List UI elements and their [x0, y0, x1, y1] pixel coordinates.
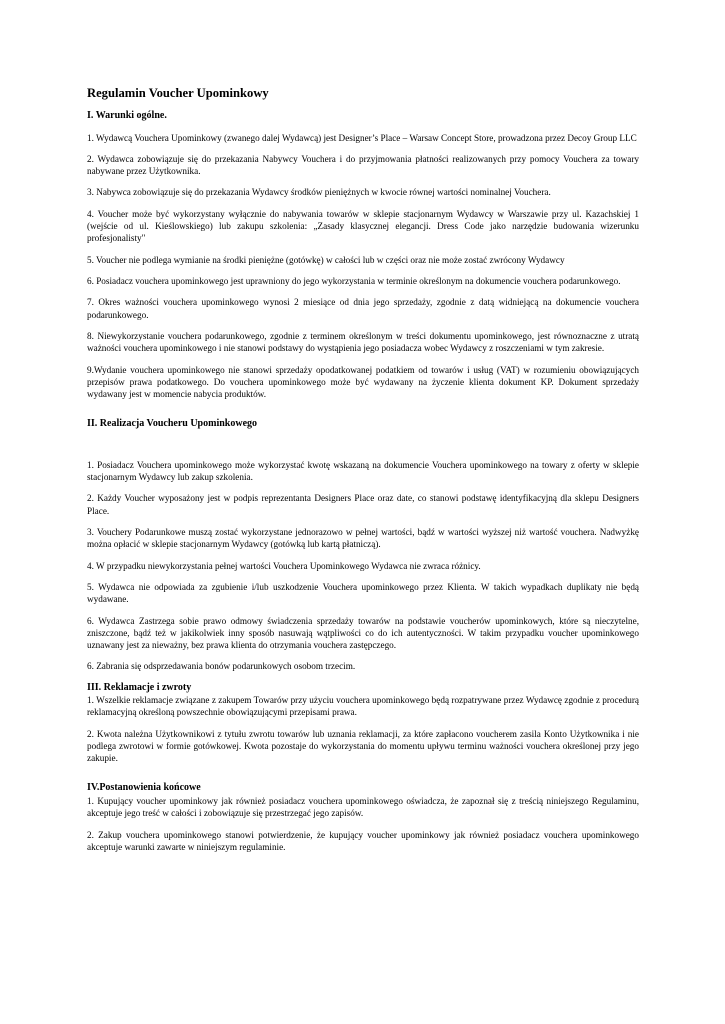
paragraph-2-4: 4. W przypadku niewykorzystania pełnej wartości Vouchera Upominkowego Wydawca nie zwraca różnicy.: [87, 560, 481, 571]
paragraph-1-1: 1. Wydawcą Vouchera Upominkowy (zwanego dalej Wydawcą) jest Designer’s Place – Warsaw Concept Store, prowadzona przez Decoy Group LLC: [87, 132, 637, 143]
paragraph-1-2: 2. Wydawca zobowiązuje się do przekazania Nabywcy Vouchera i do przyjmowania płatności realizowanych przy pomocy Vouchera za towary nabywane przez Użytkownika.: [87, 153, 639, 177]
paragraph-2-3: 3. Vouchery Podarunkowe muszą zostać wykorzystane jednorazowo w pełnej wartości, bądź w wartości wyższej niż wartość vouchera. Nadwyżkę można opłacić w sklepie stacjonarnym Wydawcy (gotówką lub kartą płatniczą).: [87, 526, 639, 550]
paragraph-2-1: 1. Posiadacz Vouchera upominkowego może wykorzystać kwotę wskazaną na dokumencie Vouchera upominkowego na towary z oferty w sklepie stacjonarnym Wydawcy lub zakup szkolenia.: [87, 459, 639, 482]
paragraph-4-1: 1. Kupujący voucher upominkowy jak również posiadacz vouchera upominkowego oświadcza, że zapoznał się z treścią niniejszego Regulaminu, akceptuje jego treść w całości i zobowiązuje się przestrzegać jego zapisów.: [87, 795, 639, 819]
section-heading-general: I. Warunki ogólne.: [87, 110, 167, 121]
paragraph-1-7: 7. Okres ważności vouchera upominkowego wynosi 2 miesiące od dnia jego sprzedaży, zgodnie z datą widniejącą na dokumencie vouchera podarunkowego.: [87, 297, 639, 320]
paragraph-3-2: 2. Kwota należna Użytkownikowi z tytułu zwrotu towarów lub uznania reklamacji, za które zapłacono voucherem zasila Konto Użytkownika i nie podlega zwrotowi w formie gotówkowej. Kwota pozostaje do wykorzystania do momentu upływu terminu ważności vouchera określonej przy jego zakupie.: [87, 728, 639, 764]
paragraph-2-2: 2. Każdy Voucher wyposażony jest w podpis reprezentanta Designers Place oraz date, co stanowi podstawę identyfikacyjną dla sklepu Designers Place.: [87, 493, 639, 516]
paragraph-2-6: 6. Wydawca Zastrzega sobie prawo odmowy świadczenia sprzedaży towarów na podstawie voucherów upominkowych, które są nieczytelne, zniszczone, bądź też w jakikolwiek inny sposób nasuwają wątpliwości co do ich autentyczności. W takim przypadku voucher upominkowego uznawany jest za nieważny, bez prawa klienta do otrzymania vouchera zastępczego.: [87, 615, 639, 650]
paragraph-4-2: 2. Zakup vouchera upominkowego stanowi potwierdzenie, że kupujący voucher upominkowy jak również posiadacz vouchera upominkowego akceptuje warunki zawarte w niniejszym regulaminie.: [87, 829, 639, 852]
paragraph-1-6: 6. Posiadacz vouchera upominkowego jest uprawniony do jego wykorzystania w terminie określonym na dokumencie vouchera podarunkowego.: [87, 276, 621, 287]
paragraph-1-4: 4. Voucher może być wykorzystany wyłącznie do nabywania towarów w sklepie stacjonarnym Wydawcy w Warszawie przy ul. Kazachskiej 1 (wejście od ul. Kieślowskiego) lub zakupu szkolenia: „Zasady klasycznej elegancji. Dress Code jako narzędzie budowania wizerunku profesjonalisty": [87, 208, 639, 244]
section-heading-complaints: III. Reklamacje i zwroty: [87, 681, 192, 693]
document-page: [87, 86, 639, 853]
paragraph-2-7: 6. Zabrania się odsprzedawania bonów podarunkowych osobom trzecim.: [87, 661, 356, 672]
paragraph-1-5: 5. Voucher nie podlega wymianie na środki pieniężne (gotówkę) w całości lub w części oraz nie może zostać zwrócony Wydawcy: [87, 254, 565, 265]
paragraph-1-3: 3. Nabywca zobowiązuje się do przekazania Wydawcy środków pieniężnych w kwocie równej wartości nominalnej Vouchera.: [87, 187, 551, 198]
paragraph-1-8: 8. Niewykorzystanie vouchera podarunkowego, zgodnie z terminem określonym w treści dokumentu upominkowego, jest równoznaczne z utratą ważności vouchera upominkowego i nie stanowi podstawy do wystąpienia jego posiadacza wobec Wydawcy z roszczeniami w tym zakresie.: [87, 331, 639, 354]
paragraph-1-9: 9.Wydanie vouchera upominkowego nie stanowi sprzedaży opodatkowanej podatkiem od towarów i usług (VAT) w rozumieniu obowiązujących przepisów prawa podatkowego. Do vouchera upominkowego może być wydawany na życzenie klienta dokument KP. Dokument sprzedaży wydawany jest w momencie nabycia produktów.: [87, 364, 639, 400]
paragraph-2-5: 5. Wydawca nie odpowiada za zgubienie i/lub uszkodzenie Vouchera upominkowego przez Klienta. W takich wypadkach duplikaty nie będą wydawane.: [87, 581, 639, 605]
paragraph-3-1: 1. Wszelkie reklamacje związane z zakupem Towarów przy użyciu vouchera upominkowego będą rozpatrywane przez Wydawcę zgodnie z procedurą reklamacyjną określoną powszechnie obowiązującymi przepisami prawa.: [87, 695, 639, 718]
document-title: Regulamin Voucher Upominkowy: [87, 86, 269, 100]
section-heading-final: IV.Postanowienia końcowe: [87, 782, 201, 794]
section-heading-realization: II. Realizacja Voucheru Upominkowego: [87, 418, 258, 430]
